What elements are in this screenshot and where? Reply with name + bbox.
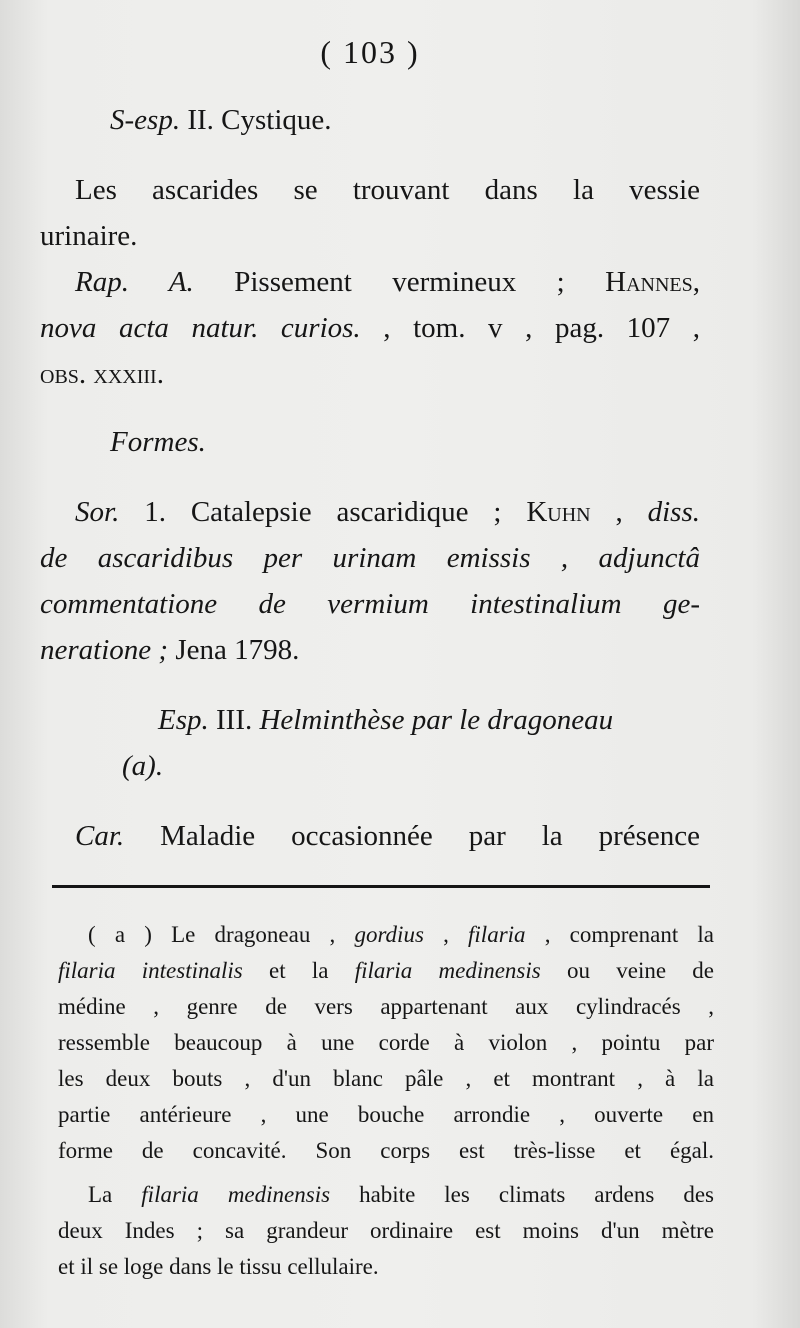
esp-num: III. <box>216 704 253 736</box>
fn-l1b: gordius <box>354 922 424 947</box>
para1-line2: urinaire. <box>40 220 138 252</box>
footnote-line9: deux Indes ; sa grandeur ordinaire est moins d'un mètre <box>58 1218 714 1243</box>
rap-line2 <box>40 308 700 348</box>
fn-l1c: , <box>443 922 449 947</box>
rap-text: Pissement vermineux ; <box>234 266 565 298</box>
heading-label: S-esp. <box>110 104 181 136</box>
rap-ref: , tom. v , pag. 107 , <box>383 312 701 344</box>
sor-label: Sor. <box>75 496 120 528</box>
sor-line3: commentatione de vermium intestinalium ge- <box>40 588 700 620</box>
sor-line4 <box>40 630 700 670</box>
fn-l2b: et la <box>269 958 329 983</box>
para1-line1: Les ascarides se trouvant dans la vessie <box>75 174 700 206</box>
sor-line1 <box>75 492 700 532</box>
car-text: Maladie occasionnée par la présence <box>160 820 701 852</box>
footnote-rule <box>52 885 710 888</box>
fn-l1d: filaria <box>468 922 526 947</box>
footnote-line10: et il se loge dans le tissu cellulaire. <box>58 1254 379 1279</box>
sor-diss: diss. <box>647 496 701 528</box>
footnote-line2 <box>58 954 714 988</box>
rap-label: Rap. A. <box>75 266 194 298</box>
heading-cystique <box>110 100 700 140</box>
car-line <box>75 816 700 856</box>
fn-l2a: filaria intestinalis <box>58 958 243 983</box>
fn-l8c: habite les climats ardens des <box>359 1182 715 1207</box>
rap-line3: obs. xxxiii. <box>40 358 164 390</box>
footnote-line1 <box>88 918 714 952</box>
esp-label: Esp. <box>158 704 209 736</box>
footnote-line6: partie antérieure , une bouche arrondie , ouverte en <box>58 1102 714 1127</box>
fn-l2d: ou veine de <box>566 958 715 983</box>
rap-line1 <box>75 262 700 302</box>
sor-line2: de ascaridibus per urinam emissis , adjunctâ <box>40 542 700 574</box>
esp-line1 <box>158 700 706 740</box>
fn-l1a: Le dragoneau , <box>171 922 336 947</box>
footnote-line7: forme de concavité. Son corps est très-lisse et égal. <box>58 1138 714 1163</box>
rap-line1-end: , <box>692 266 700 298</box>
fn-l8a: La <box>88 1182 113 1207</box>
esp-title: Helminthèse par le dragoneau <box>259 704 614 736</box>
formes-heading: Formes. <box>110 426 206 458</box>
sor-line4-rest: Jena 1798. <box>175 634 300 666</box>
footnote-line4: ressemble beaucoup à une corde à violon , pointu par <box>58 1030 714 1055</box>
rap-journal: nova acta natur. curios. <box>40 312 361 344</box>
esp-note-ref: (a). <box>122 750 164 782</box>
footnote-marker: ( a ) <box>88 922 152 947</box>
footnote-line5: les deux bouts , d'un blanc pâle , et montrant , à la <box>58 1066 714 1091</box>
sor-line4-italic: neratione ; <box>40 634 169 666</box>
page-number: ( 103 ) <box>320 34 420 70</box>
sor-author: Kuhn <box>526 496 591 528</box>
footnote-line8 <box>88 1178 714 1212</box>
sor-sep: , <box>615 496 623 528</box>
fn-l8b: filaria medinensis <box>141 1182 331 1207</box>
fn-l2c: filaria medinensis <box>354 958 541 983</box>
car-label: Car. <box>75 820 125 852</box>
heading-text: II. Cystique. <box>187 104 332 136</box>
footnote-line3: médine , genre de vers appartenant aux cylindracés , <box>58 994 714 1019</box>
rap-author: Hannes <box>605 266 693 298</box>
sor-text: 1. Catalepsie ascaridique ; <box>144 496 502 528</box>
fn-l1e: , comprenant la <box>544 922 715 947</box>
